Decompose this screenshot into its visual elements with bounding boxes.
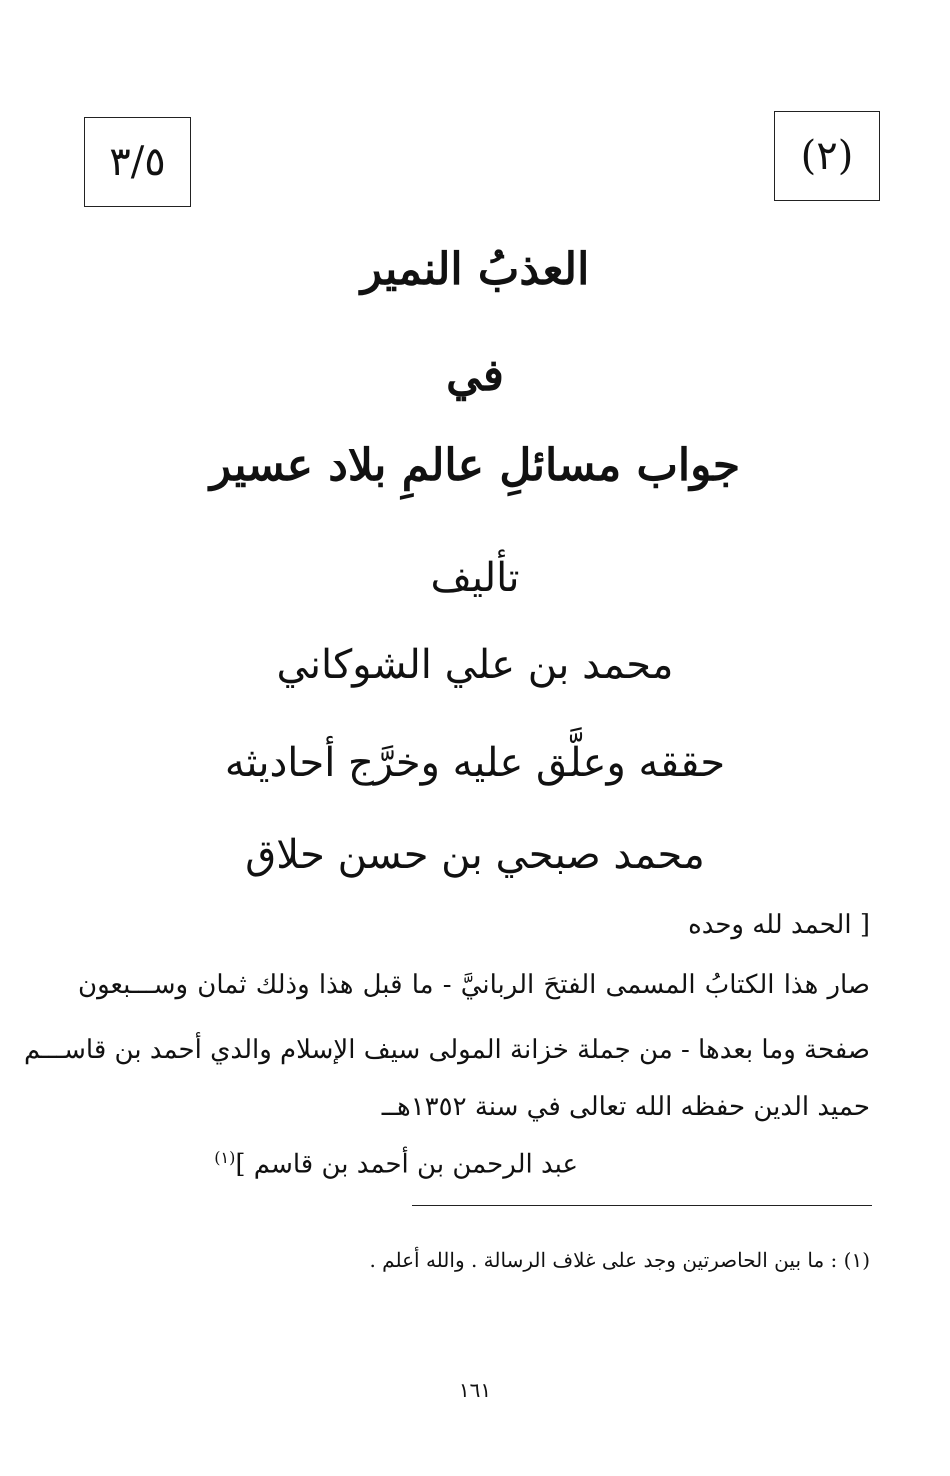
title-line-3: جواب مسائلِ عالمِ بلاد عسير bbox=[209, 440, 741, 491]
signature-text: عبد الرحمن بن أحمد بن قاسم ] bbox=[235, 1149, 578, 1180]
title-line-1: العذبُ النمير bbox=[360, 244, 590, 295]
title-line-2: في bbox=[446, 350, 504, 401]
author-name: محمد بن علي الشوكاني bbox=[276, 642, 674, 688]
manuscript-note-heading: [ الحمد لله وحده bbox=[688, 910, 870, 940]
footnote-text: (١) : ما بين الحاصرتين وجد على غلاف الرسالة . والله أعلم . bbox=[369, 1248, 870, 1272]
section-number: (٢) bbox=[800, 133, 854, 179]
volume-part-number: ٣/٥ bbox=[109, 139, 166, 185]
manuscript-note-line: حميد الدين حفظه الله تعالى في سنة ١٣٥٢هــ bbox=[381, 1092, 870, 1122]
authorship-label: تأليف bbox=[430, 555, 520, 601]
editor-label: حققه وعلَّق عليه وخرَّج أحاديثه bbox=[224, 740, 726, 786]
section-number-box bbox=[774, 111, 880, 201]
footnote-divider bbox=[412, 1205, 872, 1206]
footnote-marker: (١) bbox=[214, 1148, 236, 1167]
manuscript-signature bbox=[214, 1148, 578, 1180]
volume-part-box bbox=[84, 117, 191, 207]
editor-name: محمد صبحي بن حسن حلاق bbox=[245, 832, 705, 878]
manuscript-note-line: صار هذا الكتابُ المسمى الفتحَ الربانيَّ - ما قبل هذا وذلك ثمان وســـبعون bbox=[78, 970, 870, 1000]
page-number: ١٦١ bbox=[458, 1378, 492, 1402]
manuscript-note-line: صفحة وما بعدها - من جملة خزانة المولى سيف الإسلام والدي أحمد بن قاســـم bbox=[23, 1035, 870, 1065]
